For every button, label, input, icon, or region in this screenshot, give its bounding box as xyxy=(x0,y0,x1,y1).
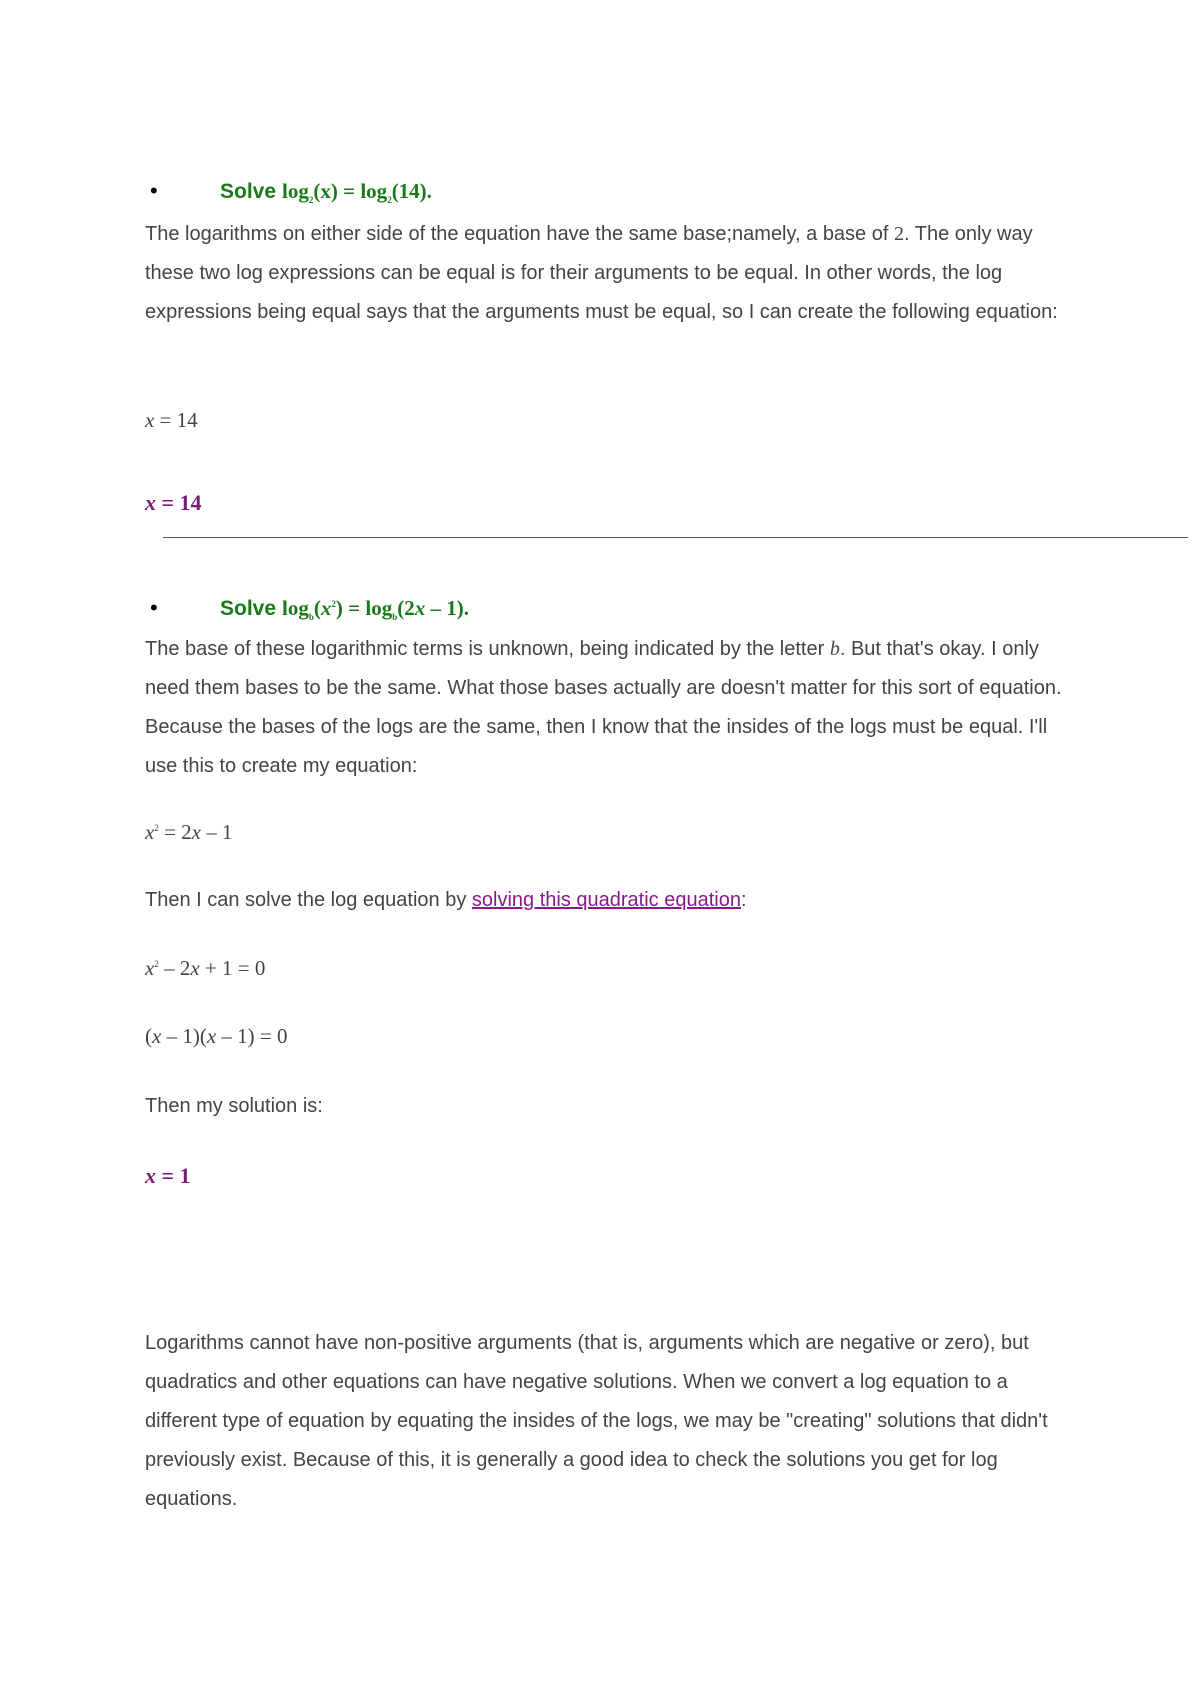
problem-1-explanation: The logarithms on either side of the equation have the same base;namely, a base of 2. The only way these two log expressions can be equal is for their arguments to be equal. In other words, the log expressions being equal says that the arguments must be equal, so I can create the following equation: xyxy=(145,223,1058,323)
problem-2-answer: x = 1 xyxy=(145,1163,191,1188)
problem-2-heading xyxy=(150,595,469,622)
problem-2-expression: $\log_b(x^2) = \log_b(2x - 1)$. xyxy=(282,596,469,623)
problem-2-then-line: Then I can solve the log equation by solving this quadratic equation: xyxy=(145,889,747,911)
problem-2-equation-3: (x – 1)(x – 1) = 0 xyxy=(145,1024,288,1048)
problem-2-equation-2: $x^2 - 2x + 1 = 0$ xyxy=(145,956,266,980)
problem-2-explanation: The base of these logarithmic terms is unknown, being indicated by the letter b. But that's okay. I only need them bases to be the same. What those bases actually are doesn't matter for this sort of equation. Because the bases of the logs are the same, then I know that the insides of the logs must be equal. I'll use this to create my equation: xyxy=(145,638,1062,777)
solve-label: Solve xyxy=(220,597,277,620)
closing-paragraph: Logarithms cannot have non-positive arguments (that is, arguments which are negative or zero), but quadratics and other equations can have negative solutions. When we convert a log equation to a different type of equation by equating the insides of the logs, we may be "creating" solutions that didn't previously exist. Because of this, it is generally a good idea to check the solutions you get for log equations. xyxy=(145,1332,1048,1510)
quadratic-equation-link[interactable]: solving this quadratic equation xyxy=(471,889,741,911)
bullet-icon: • xyxy=(150,178,158,203)
section-divider xyxy=(163,537,1188,538)
problem-1-heading xyxy=(150,178,432,205)
problem-2-solution-intro: Then my solution is: xyxy=(145,1095,323,1117)
problem-1-expression: $\log_2(x) = \log_2(14)$. xyxy=(282,179,432,206)
problem-1-equation: x = 14 xyxy=(145,408,198,432)
problem-1-answer: x = 14 xyxy=(145,490,202,515)
solve-label: Solve xyxy=(220,180,277,203)
problem-2-equation-1: $x^2 = 2x - 1$ xyxy=(145,820,233,844)
bullet-icon: • xyxy=(150,595,158,620)
